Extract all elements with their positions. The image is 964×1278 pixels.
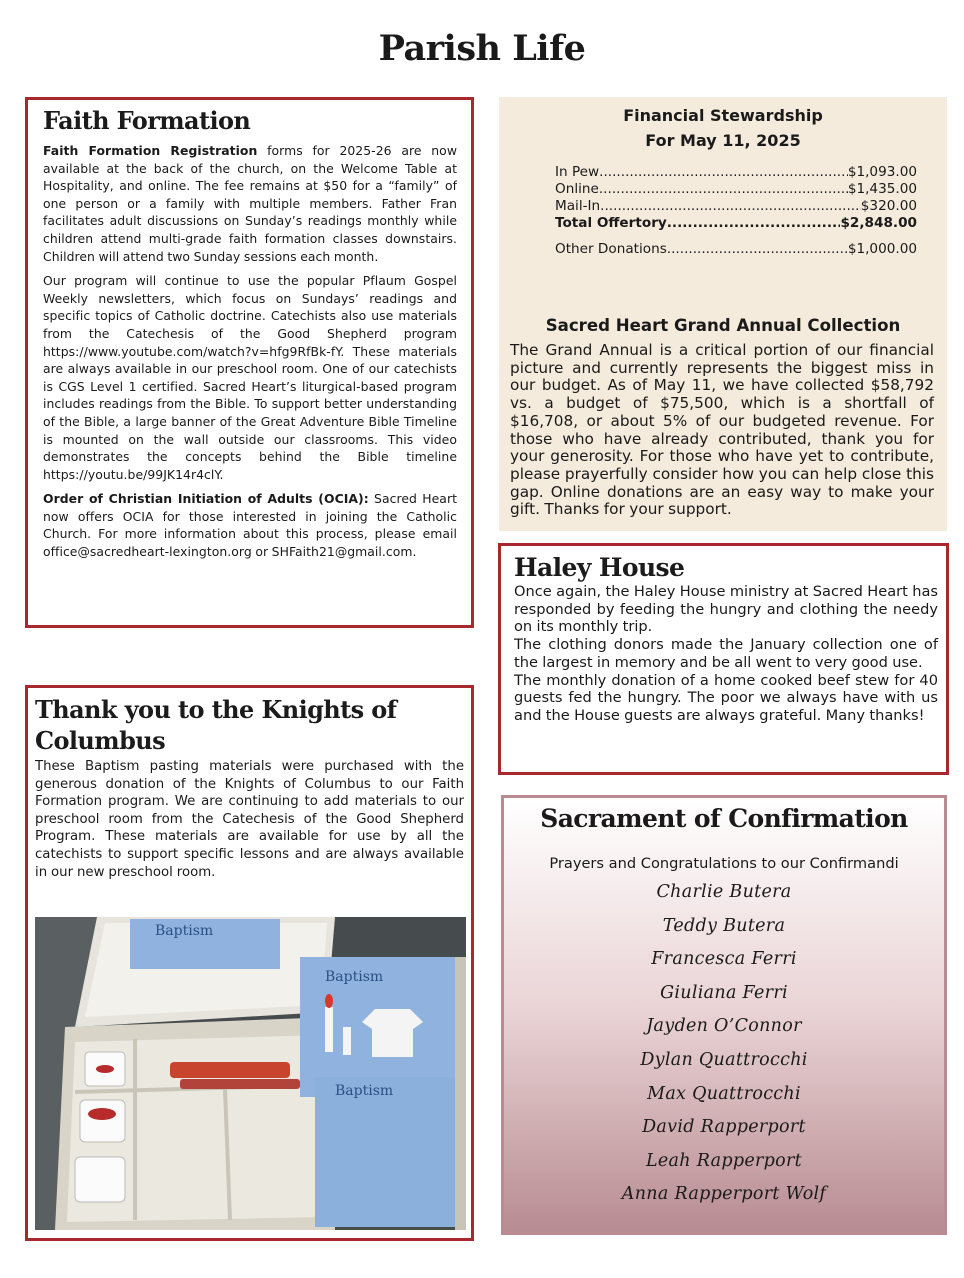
finance-row-mail-in xyxy=(555,198,917,214)
financial-title-line-2: For May 11, 2025 xyxy=(645,131,801,150)
registration-text: forms for 2025-26 are now available at the back of the church, on the Welcome Table at Hospitality, and online. The fee remains at $50 for a “family” of one person or a family with multiple members. Father Fran facilitates adult discussions on Sunday’s readings monthly while children attend multi-grade faith formation classes downstairs. Children will attend two Sunday sessions each month. xyxy=(43,143,457,264)
grand-annual-body: The Grand Annual is a critical portion of our financial picture and currently represents the biggest miss in our budget. As of May 11, we have collected $58,792 vs. a budget of $75,500, which is a shortfall of $16,708, or about 5% of our budgeted revenue. For those who have already contributed, thank you for your generosity. For those who have yet to contribute, please prayerfully consider how you can help close this gap. Online donations are an easy way to make your gift. Thanks for your support. xyxy=(510,341,934,519)
finance-amount: $1,435.00 xyxy=(847,181,917,197)
registration-label: Faith Formation Registration xyxy=(43,143,258,158)
confirmand-name: Giuliana Ferri xyxy=(660,982,788,1003)
finance-label: Online xyxy=(555,181,599,197)
haley-paragraph-2: The clothing donors made the January collection one of the largest in memory and be all went to very good use. xyxy=(514,636,938,671)
knights-heading: Thank you to the Knights of Columbus xyxy=(35,695,397,755)
finance-amount: $1,000.00 xyxy=(847,241,917,257)
finance-row-online xyxy=(555,181,917,197)
baptism-box-illustration xyxy=(35,917,466,1230)
finance-label: Other Donations xyxy=(555,241,667,257)
faith-formation-box xyxy=(25,97,474,628)
haley-paragraph-1: Once again, the Haley House ministry at Sacred Heart has responded by feeding the hungry and clothing the needy on its monthly trip. xyxy=(514,583,938,636)
finance-row-other-donations xyxy=(555,241,917,257)
knights-body: These Baptism pasting materials were purchased with the generous donation of the Knights of Columbus to our Faith Formation program. We are continuing to add materials to our preschool room from the Catechesis of the Good Shepherd Program. These materials are available for use by all the catechists to support specific lessons and are always available in our new preschool room. xyxy=(35,759,464,880)
financial-title-line-1: Financial Stewardship xyxy=(623,106,823,125)
ocia-label: Order of Christian Initiation of Adults (OCIA): xyxy=(43,491,369,507)
confirmand-name: Max Quattrocchi xyxy=(647,1083,801,1104)
finance-row-in-pew xyxy=(555,164,917,180)
faith-formation-paragraph-2: Our program will continue to use the popular Pflaum Gospel Weekly newsletters, which focus on Sundays’ readings and specific topics of Catholic doctrine. Catechists also use materials from the Catechesis of the Good Shepherd program https://www.youtube.com/watch?v=hfg9RfBk-fY. These materials are always available in our preschool room. One of our catechists is CGS Level 1 certified. Sacred Heart’s liturgical-based program includes readings from the Bible. To support better understanding of the Bible, a large banner of the Great Adventure Bible Timeline is mounted on the wall outside our classrooms. This video demonstrates the concepts behind the Bible timeline https://youtu.be/99JK14r4clY. xyxy=(43,273,457,482)
confirmation-subtitle: Prayers and Congratulations to our Confirmandi xyxy=(549,855,899,872)
confirmation-box xyxy=(501,795,947,1235)
confirmand-name: Jayden O’Connor xyxy=(646,1016,802,1037)
grand-annual-title: Sacred Heart Grand Annual Collection xyxy=(545,316,901,335)
financial-stewardship-box xyxy=(499,97,947,531)
finance-row-total-offertory xyxy=(555,215,917,231)
confirmand-name: Dylan Quattrocchi xyxy=(640,1049,808,1070)
confirmand-name: David Rapperport xyxy=(642,1117,806,1138)
confirmand-name: Leah Rapperport xyxy=(645,1150,803,1171)
page-title: Parish Life xyxy=(378,28,586,69)
finance-label: Mail-In xyxy=(555,198,601,214)
confirmand-name: Francesca Ferri xyxy=(651,949,797,970)
photo-label-3: Baptism xyxy=(335,1083,394,1099)
faith-formation-paragraph-3 xyxy=(43,490,457,560)
haley-house-box xyxy=(498,543,949,775)
photo-label-1: Baptism xyxy=(155,923,214,939)
confirmand-name: Charlie Butera xyxy=(656,882,792,902)
confirmand-name: Anna Rapperport Wolf xyxy=(621,1184,827,1205)
finance-amount: $320.00 xyxy=(860,198,917,214)
photo-label-2: Baptism xyxy=(325,969,384,985)
confirmand-name: Teddy Butera xyxy=(662,915,786,936)
knights-box xyxy=(25,685,474,1241)
confirmation-heading: Sacrament of Confirmation xyxy=(540,804,908,833)
finance-label: Total Offertory xyxy=(555,215,667,231)
baptism-materials-photo xyxy=(35,917,466,1230)
faith-formation-heading: Faith Formation xyxy=(43,106,251,135)
faith-formation-paragraph-1 xyxy=(43,142,457,265)
finance-amount: $2,848.00 xyxy=(840,215,917,231)
haley-house-heading: Haley House xyxy=(514,553,685,582)
haley-paragraph-3: The monthly donation of a home cooked beef stew for 40 guests fed the hungry. The poor we always have with us and the House guests are always grateful. Many thanks! xyxy=(514,671,938,724)
finance-amount: $1,093.00 xyxy=(847,164,917,180)
confirmandi-list xyxy=(504,882,944,1218)
finance-label: In Pew xyxy=(555,164,600,180)
ocia-text: Sacred Heart now offers OCIA for those interested in joining the Catholic Church. For more information about this process, please email office@sacredheart-lexington.org or SHFaith21@gmail.com. xyxy=(43,491,458,560)
